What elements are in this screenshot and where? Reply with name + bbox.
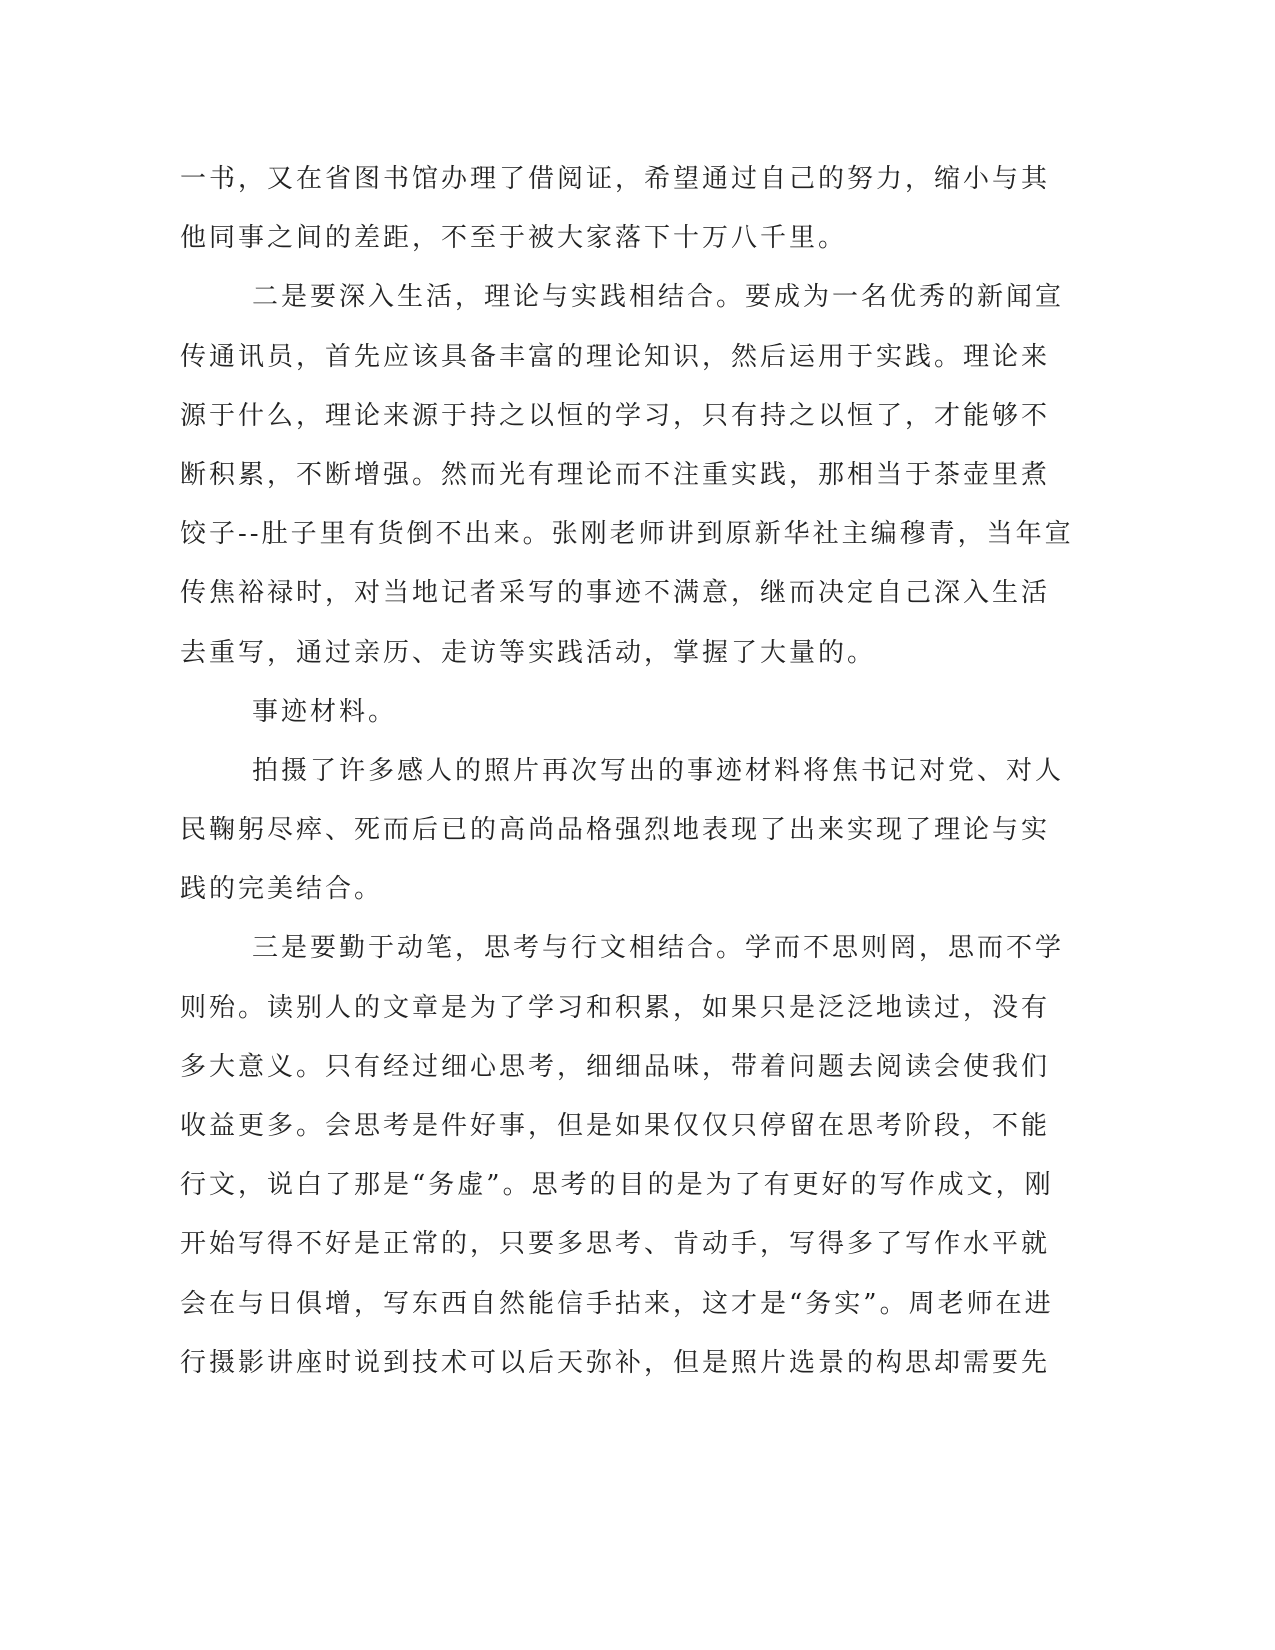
text-line-4: 传通讯员，首先应该具备丰富的理论知识，然后运用于实践。理论来 (180, 341, 1051, 372)
text-line-11: 拍摄了许多感人的照片再次写出的事迹材料将焦书记对党、对人 (252, 755, 1065, 786)
text-line-10: 事迹材料。 (252, 696, 398, 727)
text-line-6: 断积累，不断增强。然而光有理论而不注重实践，那相当于茶壶里煮 (180, 459, 1051, 490)
text-line-20: 会在与日俱增，写东西自然能信手拈来，这才是“务实”。周老师在进 (180, 1288, 1054, 1319)
text-line-21: 行摄影讲座时说到技术可以后天弥补，但是照片选景的构思却需要先 (180, 1347, 1051, 1378)
text-line-5: 源于什么，理论来源于持之以恒的学习，只有持之以恒了，才能够不 (180, 400, 1051, 431)
text-line-2: 他同事之间的差距，不至于被大家落下十万八千里。 (180, 223, 848, 254)
text-line-16: 多大意义。只有经过细心思考，细细品味，带着问题去阅读会使我们 (180, 1051, 1051, 1082)
text-line-15: 则殆。读别人的文章是为了学习和积累，如果只是泛泛地读过，没有 (180, 992, 1051, 1023)
text-line-1: 一书，又在省图书馆办理了借阅证，希望通过自己的努力，缩小与其 (180, 164, 1051, 194)
text-line-17: 收益更多。会思考是件好事，但是如果仅仅只停留在思考阶段，不能 (180, 1111, 1051, 1141)
text-line-13: 践的完美结合。 (180, 874, 384, 905)
text-line-19: 开始写得不好是正常的，只要多思考、肯动手，写得多了写作水平就 (180, 1229, 1051, 1260)
text-line-7: 饺子--肚子里有货倒不出来。张刚老师讲到原新华社主编穆青，当年宣 (180, 519, 1074, 550)
text-line-9: 去重写，通过亲历、走访等实践活动，掌握了大量的。 (180, 637, 877, 668)
text-line-8: 传焦裕禄时，对当地记者采写的事迹不满意，继而决定自己深入生活 (180, 578, 1051, 609)
text-line-14: 三是要勤于动笔，思考与行文相结合。学而不思则罔，思而不学 (252, 933, 1065, 964)
text-line-18: 行文，说白了那是“务虚”。思考的目的是为了有更好的写作成文，刚 (180, 1170, 1054, 1201)
text-line-12: 民鞠躬尽瘁、死而后已的高尚品格强烈地表现了出来实现了理论与实 (180, 815, 1051, 846)
document-body (180, 158, 1074, 1401)
text-line-3: 二是要深入生活，理论与实践相结合。要成为一名优秀的新闻宣 (252, 282, 1065, 313)
